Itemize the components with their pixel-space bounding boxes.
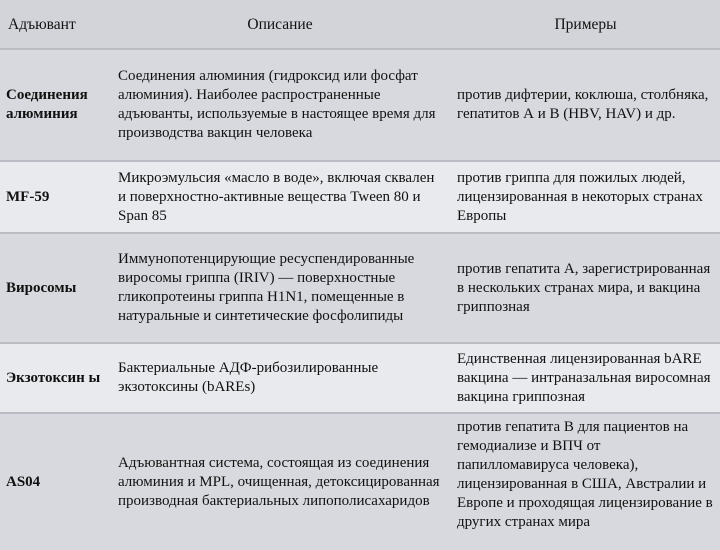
adjuvant-name: Экзотоксин ы [0,344,110,412]
adjuvant-description: Бактериальные АДФ-рибозилированные экзотоксины (bAREs) [110,344,448,412]
adjuvant-examples: против дифтерии, коклюша, столбняка, гепатитов А и В (HBV, HAV) и др. [448,50,720,160]
header-description: Описание [110,0,448,48]
adjuvant-description: Иммунопотенцирующие ресуспендированные виросомы гриппа (IRIV) — поверхностные гликопротеины гриппа H1N1, помещенные в натуральные и синтетические фосфолипиды [110,234,448,342]
adjuvant-examples: против гепатита В для пациентов на гемодиализе и ВПЧ от папилломавируса человека), лицензированная в США, Австралии и Европе и проходящая лицензирование в других странах мира [448,414,720,550]
adjuvant-examples: Единственная лицензированная bARE вакцина — интраназальная виросомная вакцина гриппозная [448,344,720,412]
adjuvant-name: AS04 [0,414,110,550]
adjuvant-name: Виросомы [0,234,110,342]
adjuvant-examples: против гепатита А, зарегистрированная в нескольких странах мира, и вакцина гриппозная [448,234,720,342]
header-adjuvant: Адъювант [0,0,110,48]
adjuvant-name: Соединения алюминия [0,50,110,160]
adjuvant-description: Адъювантная система, состоящая из соединения алюминия и MPL, очищенная, детоксицированная производная бактериальных липополисахаридов [110,414,448,550]
header-examples: Примеры [448,0,720,48]
adjuvant-description: Соединения алюминия (гидроксид или фосфат алюминия). Наиболее распространенные адъюванты, используемые в настоящее время для производства вакцин человека [110,50,448,160]
adjuvant-examples: против гриппа для пожилых людей, лицензированная в некоторых странах Европы [448,162,720,232]
adjuvant-description: Микроэмульсия «масло в воде», включая сквален и поверхностно-активные вещества Tween 80 и Span 85 [110,162,448,232]
adjuvant-name: MF-59 [0,162,110,232]
